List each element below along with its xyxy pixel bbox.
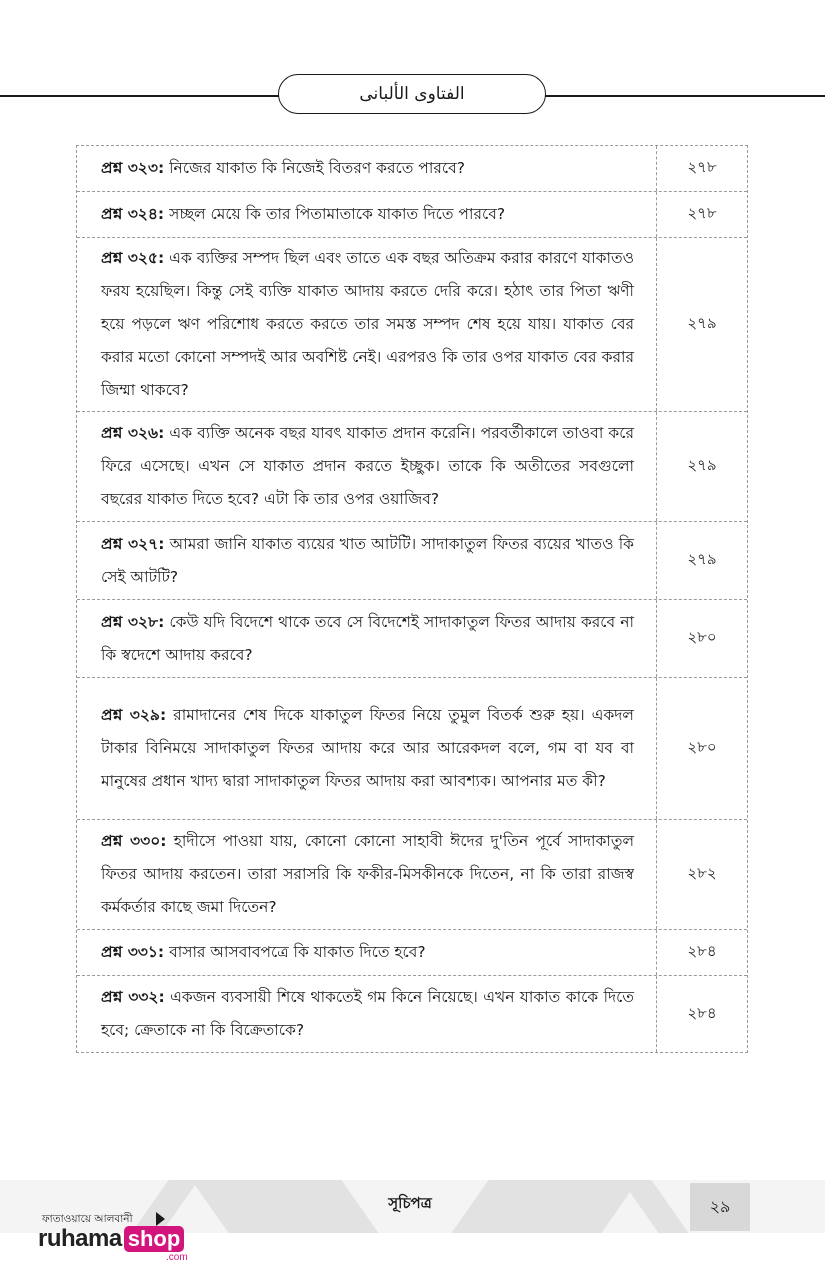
toc-row [77,412,747,522]
toc-question-cell [77,146,657,191]
header-rule-right [543,95,825,97]
toc-row [77,192,747,238]
toc-page-number: ২৭৮ [687,158,717,176]
toc-page-number: ২৭৯ [687,456,717,474]
question-text: রামাদানের শেষ দিকে যাকাতুল ফিতর নিয়ে তুমুল বিতর্ক শুরু হয়। একদল টাকার বিনিময়ে সাদাকাতুল ফিতর আদায় করে আর আরেকদল বলে, গম বা যব বা মানুষের প্রধান খাদ্য দ্বারা সাদাকাতুল ফিতর আদায় করা আবশ্যক। আপনার মত কী? [101,706,634,790]
question-label: প্রশ্ন ৩২৩: [101,159,165,177]
question-label: প্রশ্ন ৩৩১: [101,943,165,961]
toc-question-cell [77,678,657,819]
question-label: প্রশ্ন ৩৩০: [101,832,167,850]
toc-question-cell [77,820,657,929]
question-text: এক ব্যক্তি অনেক বছর যাবৎ যাকাত প্রদান করেনি। পরবর্তীকালে তাওবা করে ফিরে এসেছে। এখন সে যাকাত প্রদান করতে ইচ্ছুক। তাকে কি অতীতের সবগুলো বছরের যাকাত দিতে হবে? এটা কি তার ওপর ওয়াজিব? [101,424,634,508]
toc-question-cell [77,930,657,975]
question-label: প্রশ্ন ৩২৪: [101,205,165,223]
toc-page-number: ২৮৪ [687,942,717,960]
toc-page-number: ২৮২ [687,864,717,882]
toc-row [77,976,747,1052]
question-text: একজন ব্যবসায়ী শিষে থাকতেই গম কিনে নিয়েছে। এখন যাকাত কাকে দিতে হবে; ক্রেতাকে না কি বিক্রেতাকে? [101,988,634,1039]
toc-row [77,820,747,930]
logo-wordmark [38,1226,184,1252]
toc-row [77,930,747,976]
question-text: আমরা জানি যাকাত ব্যয়ের খাত আটটি। সাদাকাতুল ফিতর ব্যয়ের খাতও কি সেই আটটি? [101,534,635,586]
question-label: প্রশ্ন ৩২৯: [101,706,167,724]
question-text: হাদীসে পাওয়া যায়, কোনো কোনো সাহাবী ঈদের দু'তিন পূর্বে সাদাকাতুল ফিতর আদায় করতেন। তারা সরাসরি কি ফকীর-মিসকীনকে দিতেন, না কি তারা রাজস্ব কর্মকর্তার কাছে জমা দিতেন? [101,832,634,916]
toc-page-number: ২৭৮ [687,204,717,222]
toc-row [77,238,747,412]
question-text: সচ্ছল মেয়ে কি তার পিতামাতাকে যাকাত দিতে পারবে? [169,205,506,223]
logo-tagline: ফাতাওয়ায়ে আলবানী [42,1213,133,1225]
question-text: এক ব্যক্তির সম্পদ ছিল এবং তাতে এক বছর অতিক্রম করার কারণে যাকাতও ফরয হয়েছিল। কিন্তু সেই ব্যক্তি যাকাত আদায় করতে দেরি করে। হঠাৎ তার পিতা ঋণী হয়ে পড়লে ঋণ পরিশোধ করতে করতে তার সমস্ত সম্পদ শেষ হয়ে যায়। যাকাত বের করার মতো কোনো সম্পদই আর অবশিষ্ট নেই। এরপরও কি তার ওপর যাকাত বের করার জিম্মা থাকবে? [101,249,634,399]
toc-row [77,600,747,678]
toc-row [77,146,747,192]
question-label: প্রশ্ন ৩২৬: [101,424,165,442]
toc-page-number: ২৭৯ [687,550,717,568]
book-title: الفتاوى الألبانى [359,84,465,104]
header-title-capsule [278,74,546,114]
question-text: নিজের যাকাত কি নিজেই বিতরণ করতে পারবে? [169,159,465,177]
header-rule-left [0,95,282,97]
ruhamashop-logo [38,1212,238,1262]
question-label: প্রশ্ন ৩২৮: [101,612,165,631]
toc-question-cell [77,412,657,521]
toc-question-cell [77,976,657,1052]
toc-row [77,678,747,820]
play-arrow-icon [156,1212,165,1226]
toc-row [77,522,747,600]
toc-page-number: ২৮০ [687,738,717,756]
logo-brand: ruhama [38,1225,122,1252]
section-title: সূচিপত্র [388,1194,432,1212]
question-label: প্রশ্ন ৩২৫: [101,249,165,267]
question-text: বাসার আসবাবপত্রে কি যাকাত দিতে হবে? [169,943,426,961]
toc-question-cell [77,600,657,677]
toc-question-cell [77,192,657,237]
toc-question-cell [77,238,657,411]
toc-question-cell [77,522,657,599]
toc-page-number: ২৮৪ [687,1003,717,1022]
page-number: ২৯ [690,1183,750,1231]
toc-page-number: ২৭৯ [687,314,717,332]
question-label: প্রশ্ন ৩৩২: [101,988,165,1006]
toc-page-number: ২৮০ [687,628,717,646]
question-text: কেউ যদি বিদেশে থাকে তবে সে বিদেশেই সাদাকাতুল ফিতর আদায় করবে না কি স্বদেশে আদায় করবে? [101,612,634,664]
logo-domain: .com [166,1252,188,1263]
toc-table [76,145,748,1053]
logo-brand-highlight: shop [124,1226,185,1252]
question-label: প্রশ্ন ৩২৭: [101,534,165,553]
